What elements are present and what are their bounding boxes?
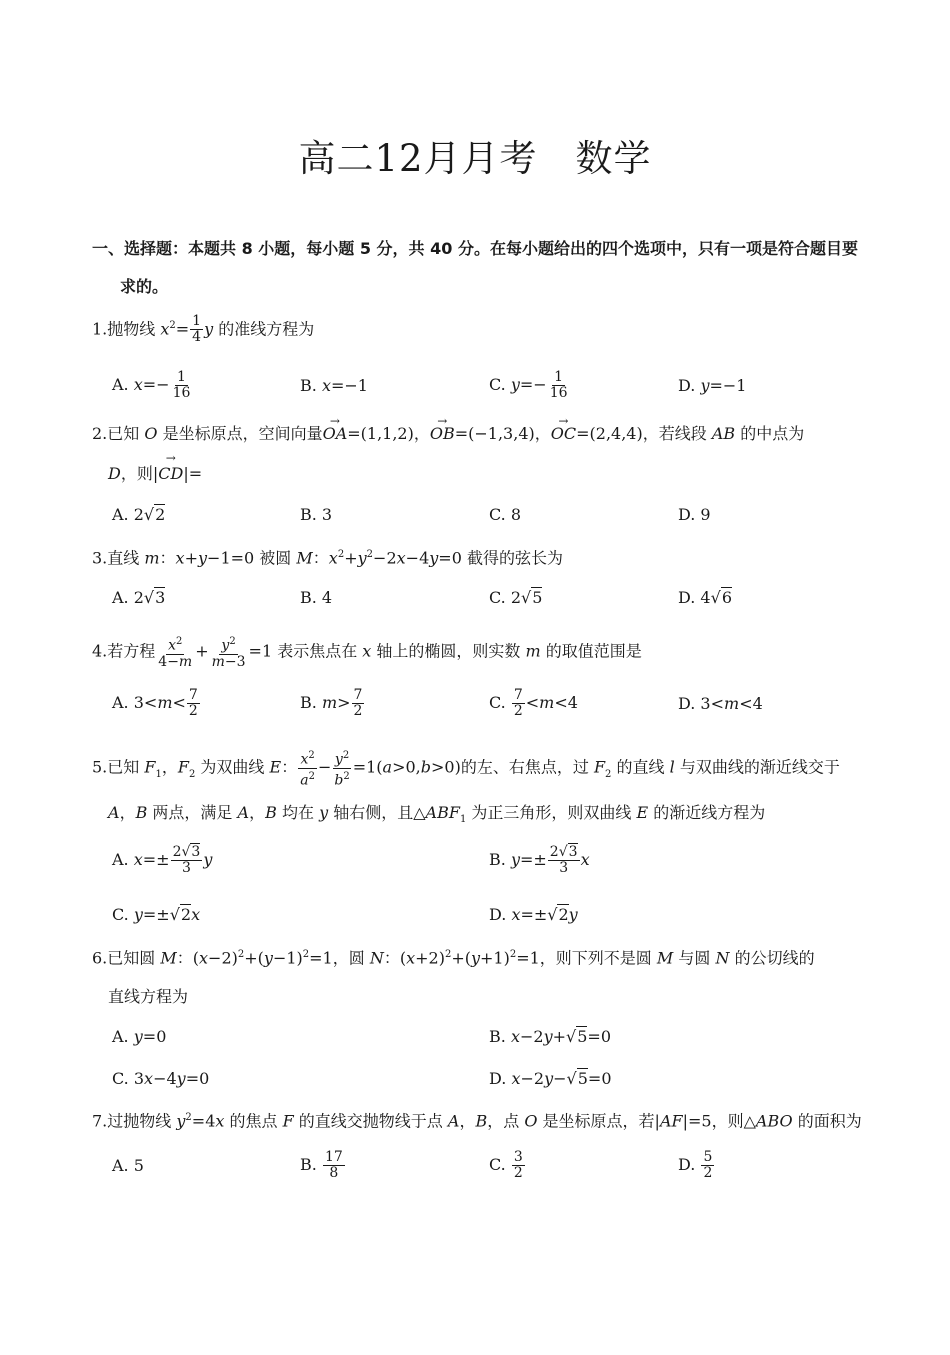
option-c[interactable]: C. $\frac{3}{2}$: [489, 1149, 523, 1181]
option-a[interactable]: A. 2√2: [112, 505, 166, 524]
question-1: 1.抛物线 $x^2=$ $\frac{1}{4}$ y 的准线方程为: [92, 313, 315, 346]
option-c[interactable]: C. 3x−4y=0: [112, 1069, 210, 1088]
option-c[interactable]: C. 2√5: [489, 588, 543, 607]
option-d[interactable]: D. 9: [678, 505, 711, 524]
option-a[interactable]: A. 5: [112, 1156, 144, 1175]
question-6-line2: 直线方程为: [108, 987, 189, 1006]
option-b[interactable]: B. 4: [300, 588, 333, 607]
question-2-line2: D，则|→ CD|=: [108, 461, 202, 484]
question-6: 6.已知圆 M：$(x-2)^2+(y-1)^2=1$，圆 N：$(x+2)^2+(y+1)^2=1$，则下列不是圆 M 与圆 N 的公切线的: [92, 948, 815, 968]
option-b[interactable]: B. x=−1: [300, 376, 368, 395]
option-a[interactable]: A. 3<m< $\frac{7}{2}$: [112, 687, 198, 719]
question-5-line2: A，B 两点，满足 A，B 均在 y 轴右侧，且$\triangle ABF_1$ 为正三角形，则双曲线 E 的渐近线方程为: [108, 803, 766, 826]
question-4-options: [112, 688, 812, 728]
question-1-options: [112, 370, 812, 410]
option-a[interactable]: A. x=± $\frac{2√3}{3}$ y: [112, 844, 213, 876]
option-c[interactable]: C. $\frac{7}{2}$ <m<4: [489, 687, 578, 719]
option-b[interactable]: B. y=± $\frac{2√3}{3}$ x: [489, 844, 590, 876]
option-d[interactable]: D. $\frac{5}{2}$: [678, 1149, 713, 1181]
option-d[interactable]: D. x−2y−√5=0: [489, 1069, 612, 1088]
question-6-options-row2: [112, 1069, 812, 1109]
option-c[interactable]: C. y=±√2x: [112, 905, 201, 924]
question-5: 5.已知 $F_1$，$F_2$ 为双曲线 E： $\frac{x^2}{a^2}$ − $\frac{y^2}{b^2}$ =1(a>0,b>0)的左、右焦点，过 $F_2$ 的直线 l 与双曲线的渐近线交于: [92, 750, 840, 789]
option-b[interactable]: B. 3: [300, 505, 333, 524]
question-3-options: [112, 588, 812, 628]
question-4: 4.若方程 $\frac{x^2}{4-m}$ + $\frac{y^2}{m-3}$ =1 表示焦点在 x 轴上的椭圆，则实数 m 的取值范围是: [92, 636, 642, 670]
question-7-options: [112, 1150, 812, 1190]
option-c[interactable]: C. y=− $\frac{1}{16}$: [489, 369, 568, 401]
section-heading: [92, 230, 872, 306]
question-3: 3.直线 m：x+y−1=0 被圆 M：$x^2+y^2-2x-4y=0$ 截得的弦长为: [92, 548, 563, 568]
question-2-options: [112, 505, 812, 545]
option-c[interactable]: C. 8: [489, 505, 522, 524]
question-6-options-row1: [112, 1027, 812, 1067]
option-a[interactable]: A. x=− $\frac{1}{16}$: [112, 369, 191, 401]
question-5-options-row1: [112, 845, 812, 885]
option-d[interactable]: D. y=−1: [678, 376, 747, 395]
option-d[interactable]: D. 3<m<4: [678, 694, 763, 713]
option-b[interactable]: B. x−2y+√5=0: [489, 1027, 611, 1046]
option-b[interactable]: B. m> $\frac{7}{2}$: [300, 687, 363, 719]
question-5-options-row2: [112, 905, 812, 945]
option-d[interactable]: D. x=±√2y: [489, 905, 578, 924]
option-b[interactable]: B. $\frac{17}{8}$: [300, 1149, 343, 1181]
question-7: 7.过抛物线 $y^2=4x$ 的焦点 F 的直线交抛物线于点 A，B，点 O 是坐标原点，若|AF|=5，则△ABO 的面积为: [92, 1111, 862, 1131]
section-heading-line2: 求的。: [120, 277, 169, 296]
page-title: 高二12月月考 数学: [298, 137, 652, 180]
option-d[interactable]: D. 4√6: [678, 588, 732, 607]
option-a[interactable]: A. 2√3: [112, 588, 166, 607]
question-2: 2.已知 O 是坐标原点，空间向量→ OA=(1,1,2)，→ OB=(−1,3,4)，→ OC=(2,4,4)，若线段 AB 的中点为: [92, 421, 872, 447]
section-heading-line1: 一、选择题：本题共 8 小题，每小题 5 分，共 40 分。在每小题给出的四个选项中，只有一项是符合题目要: [92, 239, 858, 258]
option-a[interactable]: A. y=0: [112, 1027, 167, 1046]
